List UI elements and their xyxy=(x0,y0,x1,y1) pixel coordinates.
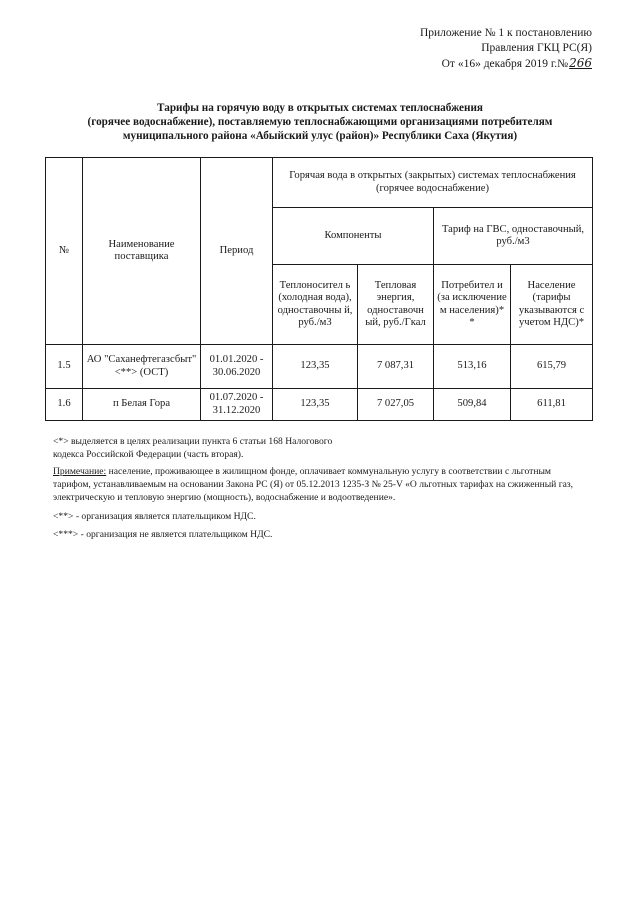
row-period: 01.01.2020 - 30.06.2020 xyxy=(201,345,273,389)
note-line-3: электрическую и тепловую энергию (мощность), водоснабжение и водоотведение». xyxy=(53,492,396,503)
row-coolant: 123,35 xyxy=(273,345,358,389)
row-coolant: 123,35 xyxy=(273,389,358,421)
header-coolant: Теплоносител ь (холодная вода), одноставочны й, руб./м3 xyxy=(273,265,358,345)
row-supplier: АО "Саханефтегазсбыт" <**> (ОСТ) xyxy=(83,345,201,389)
tariff-table xyxy=(45,157,593,421)
row-thermal-energy: 7 087,31 xyxy=(358,345,434,389)
header-hot-water: Горячая вода в открытых (закрытых) системах теплоснабжения (горячее водоснабжение) xyxy=(273,158,593,208)
row-period: 01.07.2020 - 31.12.2020 xyxy=(201,389,273,421)
order-number-handwritten: 266 xyxy=(569,56,592,70)
note-label: Примечание: xyxy=(53,466,107,477)
row-population: 611,81 xyxy=(511,389,593,421)
footnote-vat-line-2: кодекса Российской Федерации (часть вторая). xyxy=(53,449,244,460)
header-consumers: Потребител и (за исключение м населения)* * xyxy=(434,265,511,345)
title-line-2: (горячее водоснабжение), поставляемую теплоснабжающими организациями потребителям xyxy=(87,116,553,128)
footnote-vat-line-1: <*> выделяется в целях реализации пункта 6 статьи 168 Налогового xyxy=(53,436,333,447)
title-line-3: муниципального района «Абыйский улус (район)» Республики Саха (Якутия) xyxy=(122,130,518,142)
note-line-2: тарифом, устанавливаемым на основании Закона РС (Я) от 05.12.2013 1235-З № 25-V «О льготных тарифах на сжиженный газ, xyxy=(53,479,574,490)
title-line-1: Тарифы на горячую воду в открытых системах теплоснабжения xyxy=(157,102,483,114)
appendix-line-3 xyxy=(420,56,592,72)
row-number: 1.5 xyxy=(46,345,83,389)
appendix-line-2: Правления ГКЦ РС(Я) xyxy=(481,42,592,54)
row-consumers: 509,84 xyxy=(434,389,511,421)
header-period: Период xyxy=(201,158,273,345)
header-components: Компоненты xyxy=(273,208,434,265)
table-row xyxy=(46,345,593,389)
row-thermal-energy: 7 027,05 xyxy=(358,389,434,421)
appendix-header xyxy=(420,26,592,72)
footnote-non-vat-payer: <***> - организация не является плательщиком НДС. xyxy=(53,529,273,540)
row-population: 615,79 xyxy=(511,345,593,389)
footnote-vat-payer: <**> - организация является плательщиком НДС. xyxy=(53,511,256,522)
appendix-date: От «16» декабря 2019 г.№ xyxy=(441,58,569,70)
row-number: 1.6 xyxy=(46,389,83,421)
table-row xyxy=(46,389,593,421)
table-header-row-1 xyxy=(46,158,593,208)
document-title xyxy=(80,101,560,143)
header-thermal-energy: Тепловая энергия, одноставочн ый, руб./Гкал xyxy=(358,265,434,345)
header-tariff-gvs: Тариф на ГВС, одноставочный, руб./м3 xyxy=(434,208,593,265)
header-population: Население (тарифы указываются с учетом НДС)* xyxy=(511,265,593,345)
header-supplier: Наименование поставщика xyxy=(83,158,201,345)
row-supplier: п Белая Гора xyxy=(83,389,201,421)
row-consumers: 513,16 xyxy=(434,345,511,389)
note-line-1 xyxy=(53,466,551,478)
header-number: № xyxy=(46,158,83,345)
note-text-1: население, проживающее в жилищном фонде, оплачивает коммунальную услугу в соответствии с льготным xyxy=(106,466,551,477)
appendix-line-1: Приложение № 1 к постановлению xyxy=(419,27,592,39)
